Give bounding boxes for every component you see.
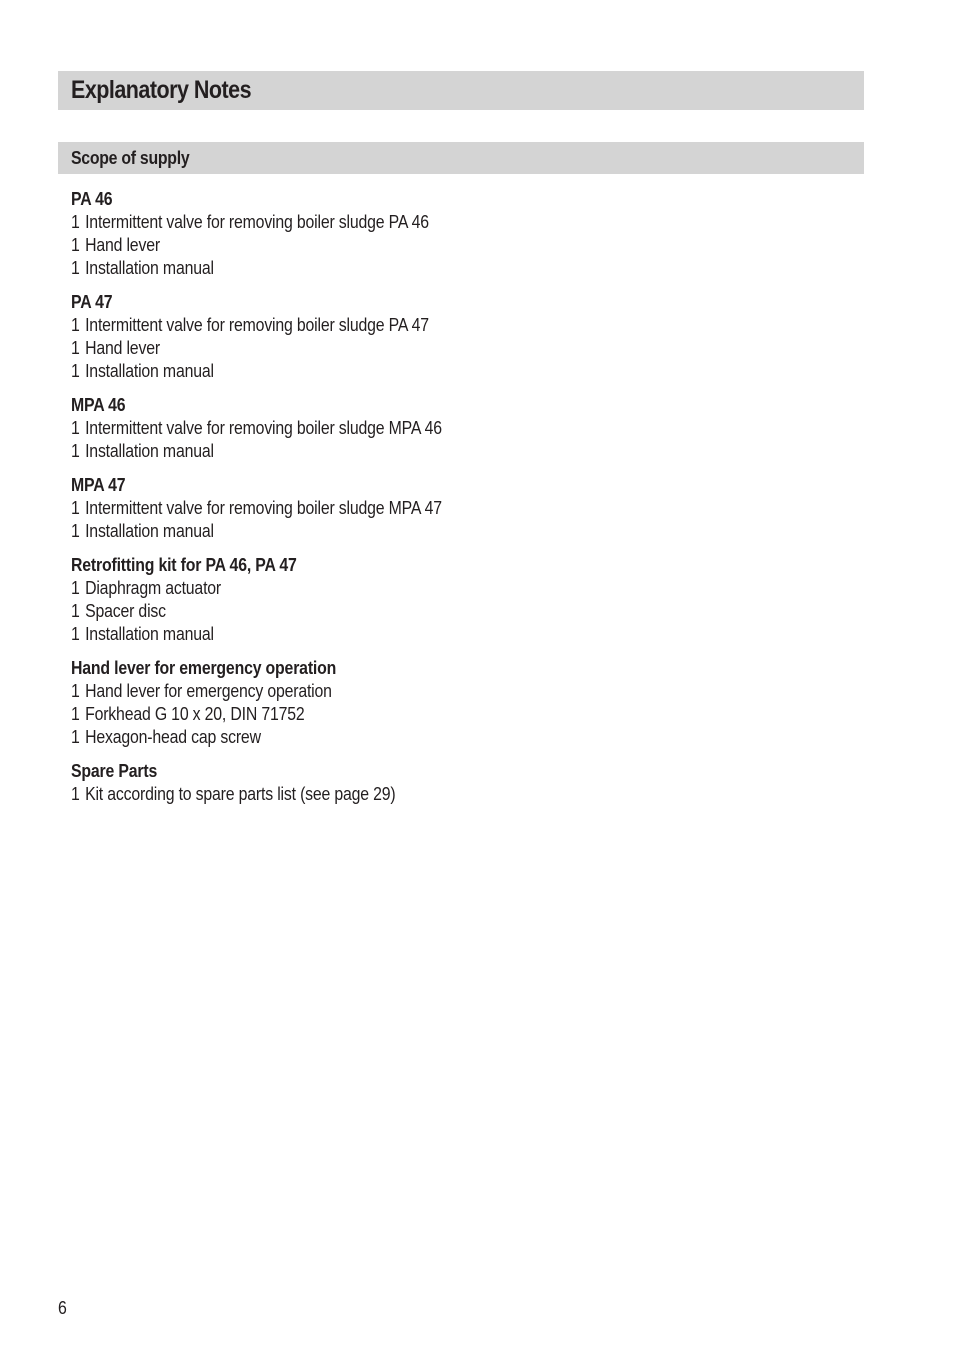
group-title: Spare Parts: [71, 761, 158, 781]
supply-group: [71, 657, 831, 749]
list-item: [71, 337, 740, 360]
supply-group: [71, 394, 831, 463]
item-text: Kit according to spare parts list (see page 29): [85, 784, 396, 804]
list-item: [71, 520, 740, 543]
list-item: [71, 497, 740, 520]
item-quantity: 1: [71, 498, 80, 518]
group-title: PA 46: [71, 189, 113, 209]
item-text: Hand lever: [85, 235, 160, 255]
title-bar: [58, 71, 864, 110]
item-quantity: 1: [71, 441, 80, 461]
list-item: [71, 703, 740, 726]
item-text: Installation manual: [85, 441, 214, 461]
group-title: Hand lever for emergency operation: [71, 658, 337, 678]
page-number: 6: [58, 1298, 67, 1318]
list-item: [71, 726, 740, 749]
page-title: Explanatory Notes: [71, 76, 252, 104]
list-item: [71, 234, 740, 257]
list-item: [71, 440, 740, 463]
group-title: PA 47: [71, 292, 113, 312]
item-text: Forkhead G 10 x 20, DIN 71752: [85, 704, 305, 724]
item-text: Installation manual: [85, 361, 214, 381]
list-item: [71, 577, 740, 600]
item-text: Installation manual: [85, 624, 214, 644]
list-item: [71, 623, 740, 646]
item-text: Hexagon-head cap screw: [85, 727, 261, 747]
item-quantity: 1: [71, 212, 80, 232]
item-text: Intermittent valve for removing boiler sludge MPA 47: [85, 498, 442, 518]
item-quantity: 1: [71, 418, 80, 438]
list-item: [71, 600, 740, 623]
item-text: Hand lever: [85, 338, 160, 358]
item-text: Spacer disc: [85, 601, 166, 621]
supply-group: [71, 760, 831, 806]
item-quantity: 1: [71, 601, 80, 621]
supply-group: [71, 474, 831, 543]
item-quantity: 1: [71, 704, 80, 724]
item-text: Installation manual: [85, 521, 214, 541]
item-quantity: 1: [71, 521, 80, 541]
group-title: Retrofitting kit for PA 46, PA 47: [71, 555, 297, 575]
list-item: [71, 211, 740, 234]
item-quantity: 1: [71, 578, 80, 598]
item-text: Intermittent valve for removing boiler sludge PA 47: [85, 315, 429, 335]
item-quantity: 1: [71, 338, 80, 358]
item-text: Intermittent valve for removing boiler sludge MPA 46: [85, 418, 442, 438]
item-text: Installation manual: [85, 258, 214, 278]
item-quantity: 1: [71, 727, 80, 747]
scope-of-supply-list: [71, 188, 831, 817]
item-quantity: 1: [71, 258, 80, 278]
item-text: Diaphragm actuator: [85, 578, 222, 598]
item-quantity: 1: [71, 784, 80, 804]
item-quantity: 1: [71, 315, 80, 335]
list-item: [71, 417, 740, 440]
section-bar: [58, 142, 864, 174]
item-quantity: 1: [71, 361, 80, 381]
list-item: [71, 360, 740, 383]
list-item: [71, 314, 740, 337]
list-item: [71, 680, 740, 703]
supply-group: [71, 188, 831, 280]
supply-group: [71, 291, 831, 383]
item-quantity: 1: [71, 681, 80, 701]
supply-group: [71, 554, 831, 646]
section-title: Scope of supply: [71, 148, 190, 168]
group-title: MPA 47: [71, 475, 126, 495]
item-quantity: 1: [71, 624, 80, 644]
list-item: [71, 783, 740, 806]
list-item: [71, 257, 740, 280]
item-quantity: 1: [71, 235, 80, 255]
item-text: Hand lever for emergency operation: [85, 681, 332, 701]
item-text: Intermittent valve for removing boiler sludge PA 46: [85, 212, 429, 232]
group-title: MPA 46: [71, 395, 126, 415]
